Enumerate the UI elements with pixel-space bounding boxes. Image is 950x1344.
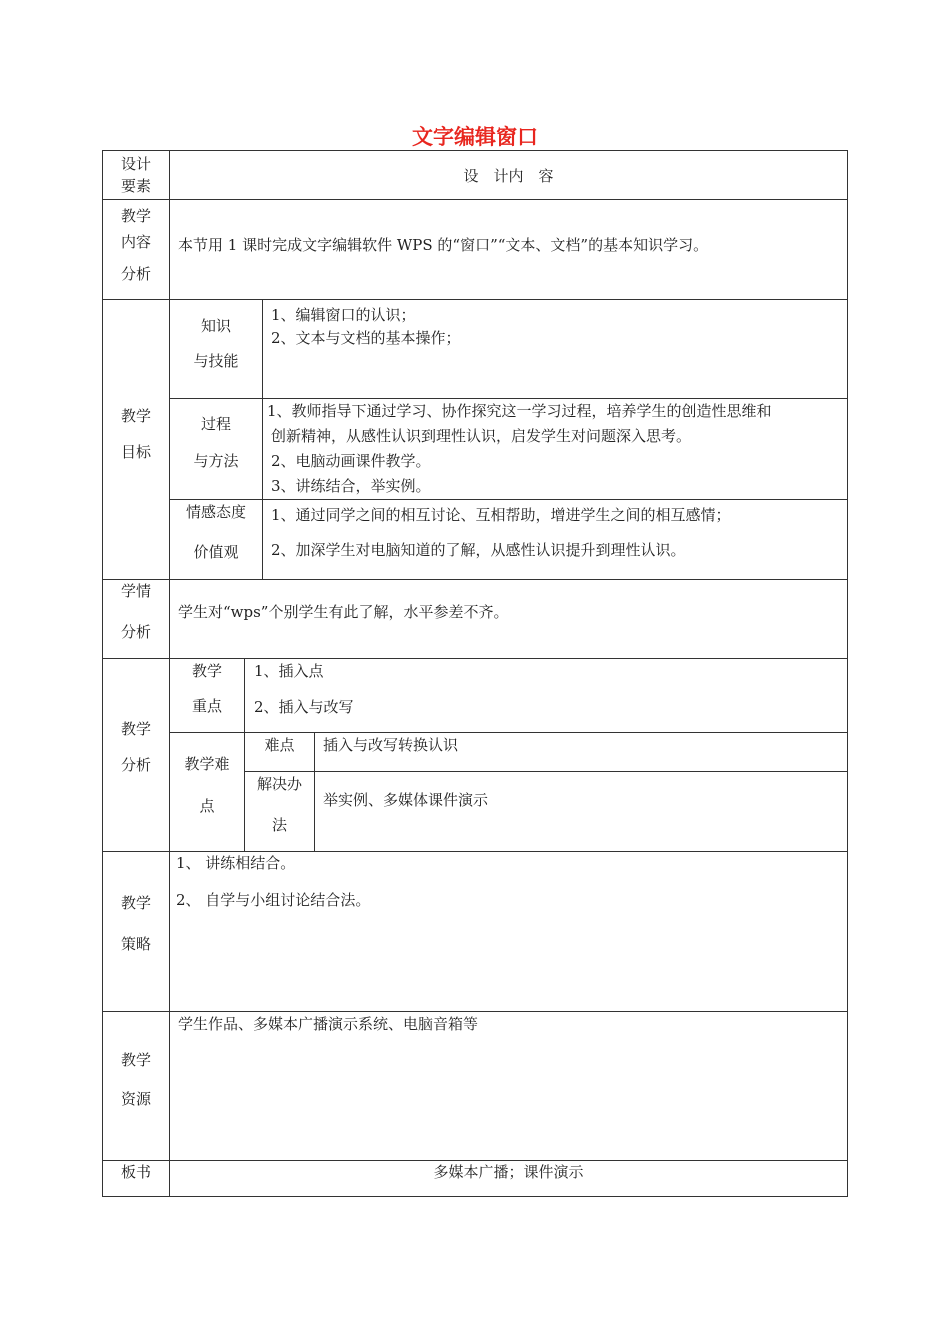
strategy-label-line1: 教学 [120, 894, 151, 912]
difficulty-label-line2: 点 [199, 797, 215, 815]
process-item: 2、电脑动画课件教学。 [271, 452, 431, 470]
emotion-label-line2: 价值观 [193, 543, 239, 561]
content-analysis-text: 本节用 1 课时完成文字编辑软件 WPS 的“窗口”“文本、文档”的基本知识学习。 [178, 236, 709, 254]
board-text: 多媒本广播；课件演示 [433, 1163, 584, 1181]
student-analysis-label-line1: 学情 [120, 582, 151, 600]
emotion-item: 2、加深学生对电脑知道的了解，从感性认识提升到理性认识。 [271, 541, 686, 559]
solution-label-line1: 解决办 [256, 775, 302, 793]
solution-text: 举实例、多媒体课件演示 [323, 791, 489, 809]
process-item: 1、教师指导下通过学习、协作探究这一学习过程，培养学生的创造性思维和 [267, 402, 772, 420]
strategy-content-cell [169, 851, 848, 1012]
process-item: 3、讲练结合，举实例。 [271, 477, 431, 495]
header-label-line2: 要素 [120, 177, 151, 195]
strategy-item: 2、 自学与小组讨论结合法。 [176, 891, 371, 909]
knowledge-label-cell [169, 299, 263, 399]
page-title: 文字编辑窗口 [412, 125, 538, 149]
difficulty-sub-label: 难点 [264, 736, 295, 754]
strategy-label-line2: 策略 [120, 935, 151, 953]
difficulty-text: 插入与改写转换认识 [323, 736, 459, 754]
difficulty-label-line1: 教学难 [184, 755, 230, 773]
process-label-line1: 过程 [200, 415, 231, 433]
content-analysis-label-line1: 教学 [120, 207, 151, 225]
student-analysis-text: 学生对“wps”个别学生有此了解，水平参差不齐。 [178, 603, 509, 621]
key-points-label-line2: 重点 [191, 697, 222, 715]
key-point-item: 1、插入点 [254, 662, 324, 680]
board-label: 板书 [120, 1163, 151, 1181]
knowledge-item: 2、文本与文档的基本操作； [271, 329, 461, 347]
process-item: 创新精神，从感性认识到理性认识，启发学生对问题深入思考。 [271, 427, 692, 445]
knowledge-item: 1、编辑窗口的认识； [271, 306, 416, 324]
emotion-item: 1、通过同学之间的相互讨论、互相帮助，增进学生之间的相互感情； [271, 506, 731, 524]
resources-label-line2: 资源 [120, 1090, 151, 1108]
solution-content-cell [314, 771, 848, 852]
strategy-item: 1、 讲练相结合。 [176, 854, 296, 872]
student-analysis-label-line2: 分析 [120, 623, 151, 641]
key-points-content-cell [244, 658, 848, 733]
teaching-analysis-label-line2: 分析 [120, 756, 151, 774]
difficulty-label-cell [169, 732, 245, 852]
key-points-label-line1: 教学 [191, 662, 222, 680]
content-analysis-label-line2: 内容 [120, 233, 151, 251]
solution-label-line2: 法 [271, 816, 287, 834]
resources-label-line1: 教学 [120, 1051, 151, 1069]
key-point-item: 2、插入与改写 [254, 698, 354, 716]
emotion-label-line1: 情感态度 [185, 503, 246, 521]
knowledge-label-line2: 与技能 [193, 352, 239, 370]
objectives-label-line2: 目标 [120, 443, 151, 461]
process-label-line2: 与方法 [193, 452, 239, 470]
resources-text: 学生作品、多媒本广播演示系统、电脑音箱等 [178, 1015, 479, 1033]
objectives-label-line1: 教学 [120, 407, 151, 425]
resources-label-cell [102, 1011, 170, 1161]
content-analysis-label-line3: 分析 [120, 265, 151, 283]
header-label-line1: 设计 [120, 155, 151, 173]
teaching-analysis-label-line1: 教学 [120, 720, 151, 738]
objectives-label-cell [102, 299, 170, 580]
strategy-label-cell [102, 851, 170, 1012]
knowledge-label-line1: 知识 [200, 317, 231, 335]
header-content: 设 计内 容 [463, 167, 554, 185]
